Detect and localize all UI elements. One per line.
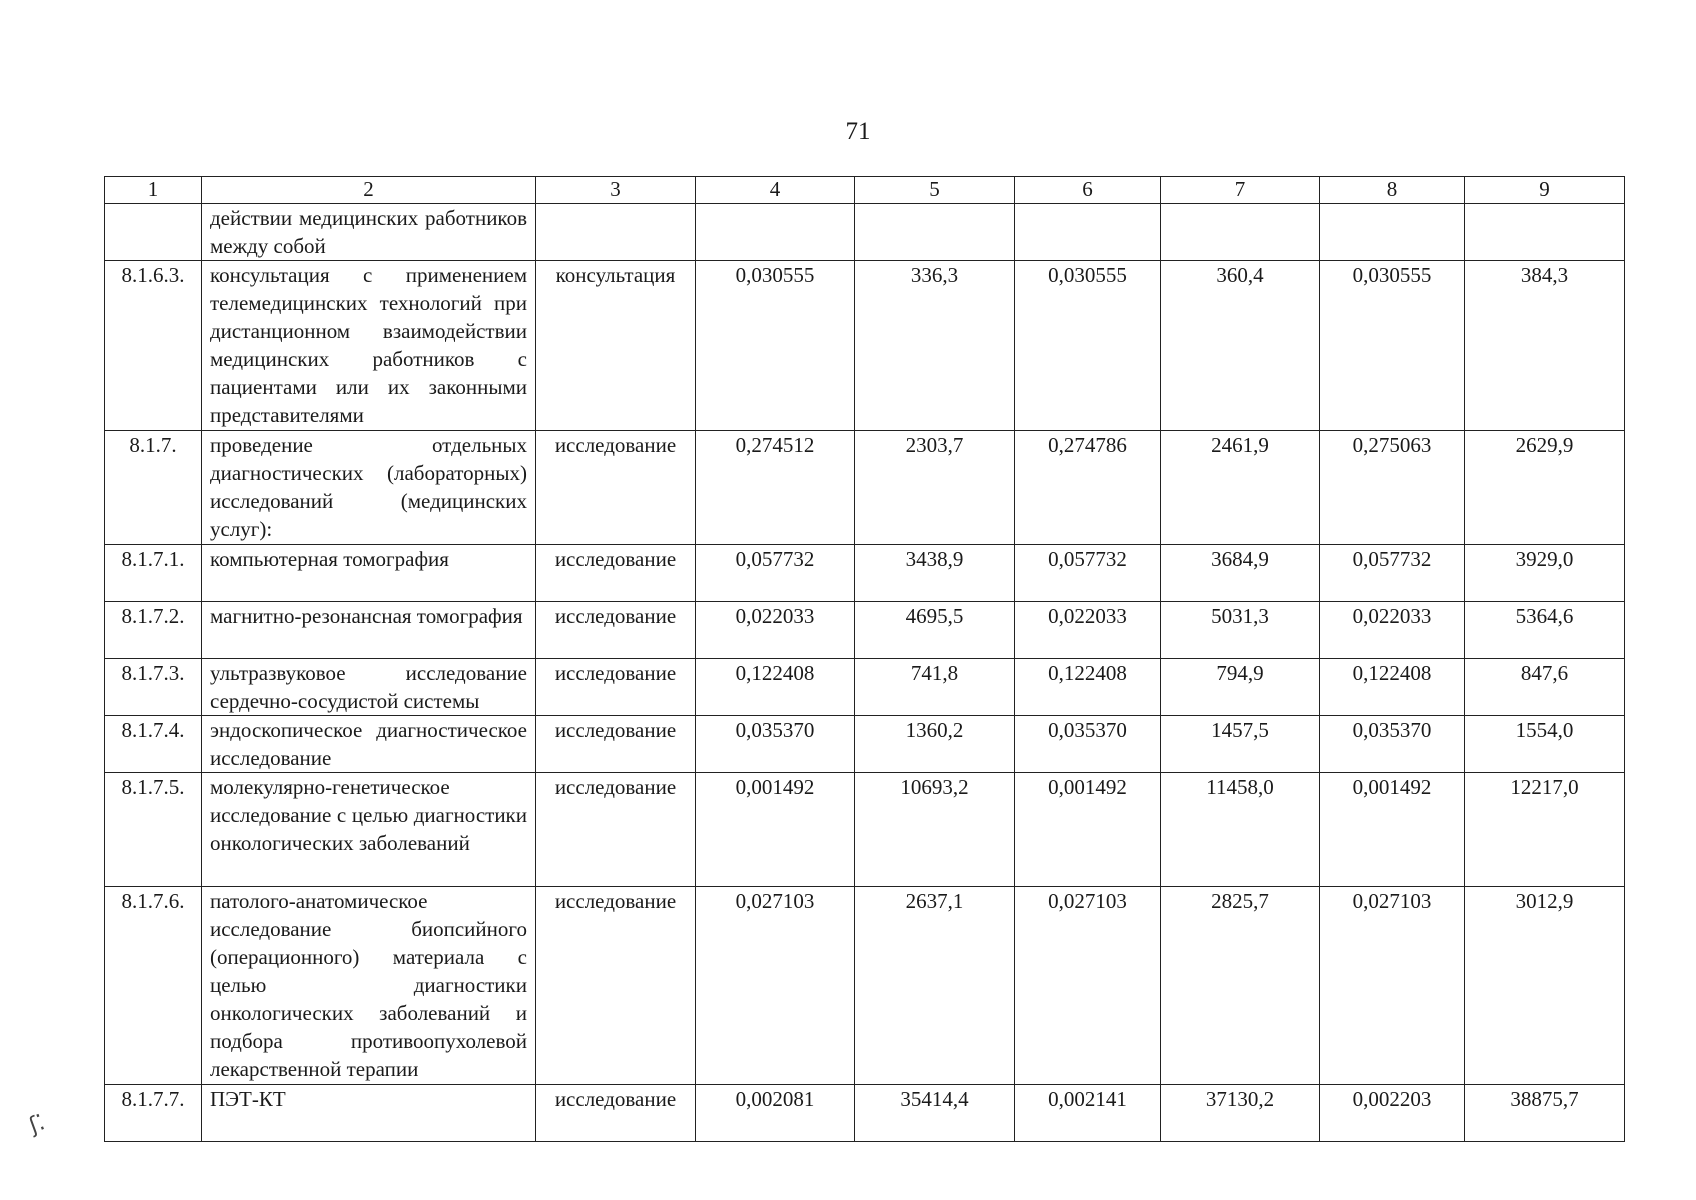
row-value: 3438,9 <box>855 545 1015 602</box>
column-header: 6 <box>1015 177 1161 204</box>
row-value: 0,027103 <box>1015 887 1161 1085</box>
row-code: 8.1.6.3. <box>105 261 202 431</box>
row-name: ультразвуковое исследование сердечно-сосудистой системы <box>202 659 536 716</box>
row-value: 847,6 <box>1465 659 1625 716</box>
row-name: консультация с применением телемедицинских технологий при дистанционном взаимодействии медицинских работников с пациентами или их законными представителями <box>202 261 536 431</box>
row-name: молекулярно-генетическое исследование с целью диагностики онкологических заболеваний <box>202 773 536 887</box>
row-value <box>696 204 855 261</box>
row-unit: исследование <box>536 716 696 773</box>
row-code: 8.1.7.1. <box>105 545 202 602</box>
row-unit: исследование <box>536 431 696 545</box>
row-name: патолого-анатомическое исследование биопсийного (операционного) материала с целью диагностики онкологических заболеваний и подбора противоопухолевой лекарственной терапии <box>202 887 536 1085</box>
row-value: 0,022033 <box>1015 602 1161 659</box>
table-row <box>105 204 1625 261</box>
row-value: 0,001492 <box>696 773 855 887</box>
column-header: 1 <box>105 177 202 204</box>
row-value: 0,030555 <box>696 261 855 431</box>
row-value: 0,057732 <box>696 545 855 602</box>
row-unit <box>536 204 696 261</box>
row-value: 1457,5 <box>1161 716 1320 773</box>
row-code <box>105 204 202 261</box>
row-value: 0,122408 <box>696 659 855 716</box>
row-code: 8.1.7.4. <box>105 716 202 773</box>
column-header: 3 <box>536 177 696 204</box>
table-row <box>105 545 1625 602</box>
row-value: 0,027103 <box>1320 887 1465 1085</box>
row-value: 4695,5 <box>855 602 1015 659</box>
row-value: 35414,4 <box>855 1085 1015 1142</box>
row-value: 3012,9 <box>1465 887 1625 1085</box>
row-value: 0,275063 <box>1320 431 1465 545</box>
scan-margin-mark: ʃ⁚ <box>26 1110 49 1139</box>
table-row <box>105 431 1625 545</box>
row-value: 0,030555 <box>1015 261 1161 431</box>
row-value: 0,274512 <box>696 431 855 545</box>
table-row <box>105 1085 1625 1142</box>
row-value: 0,022033 <box>696 602 855 659</box>
table-row <box>105 716 1625 773</box>
row-value: 0,002203 <box>1320 1085 1465 1142</box>
row-value: 0,022033 <box>1320 602 1465 659</box>
row-value: 0,035370 <box>1015 716 1161 773</box>
row-value: 5364,6 <box>1465 602 1625 659</box>
row-value: 2637,1 <box>855 887 1015 1085</box>
row-value: 0,057732 <box>1320 545 1465 602</box>
row-value: 5031,3 <box>1161 602 1320 659</box>
row-name: эндоскопическое диагностическое исследование <box>202 716 536 773</box>
row-value: 0,057732 <box>1015 545 1161 602</box>
column-header: 8 <box>1320 177 1465 204</box>
row-value: 0,122408 <box>1320 659 1465 716</box>
row-value: 2461,9 <box>1161 431 1320 545</box>
row-name: ПЭТ-КТ <box>202 1085 536 1142</box>
row-unit: исследование <box>536 1085 696 1142</box>
column-header: 2 <box>202 177 536 204</box>
table-row <box>105 261 1625 431</box>
column-header: 7 <box>1161 177 1320 204</box>
row-value: 37130,2 <box>1161 1085 1320 1142</box>
row-value: 1360,2 <box>855 716 1015 773</box>
row-value: 0,035370 <box>1320 716 1465 773</box>
row-unit: исследование <box>536 602 696 659</box>
row-value: 1554,0 <box>1465 716 1625 773</box>
table-row <box>105 773 1625 887</box>
row-name: компьютерная томография <box>202 545 536 602</box>
row-name: магнитно-резонансная томография <box>202 602 536 659</box>
row-value: 2303,7 <box>855 431 1015 545</box>
row-value <box>1015 204 1161 261</box>
row-code: 8.1.7.5. <box>105 773 202 887</box>
tariff-table <box>104 176 1625 1142</box>
row-value: 360,4 <box>1161 261 1320 431</box>
row-value: 0,001492 <box>1320 773 1465 887</box>
row-value <box>1320 204 1465 261</box>
row-value: 741,8 <box>855 659 1015 716</box>
row-value <box>1465 204 1625 261</box>
row-value: 3684,9 <box>1161 545 1320 602</box>
row-code: 8.1.7.2. <box>105 602 202 659</box>
table-row <box>105 602 1625 659</box>
row-value: 10693,2 <box>855 773 1015 887</box>
row-value: 0,274786 <box>1015 431 1161 545</box>
row-value: 2825,7 <box>1161 887 1320 1085</box>
row-value: 0,035370 <box>696 716 855 773</box>
row-value: 3929,0 <box>1465 545 1625 602</box>
row-code: 8.1.7.6. <box>105 887 202 1085</box>
table-row <box>105 659 1625 716</box>
row-unit: исследование <box>536 887 696 1085</box>
row-value: 336,3 <box>855 261 1015 431</box>
row-value: 2629,9 <box>1465 431 1625 545</box>
page-number: 71 <box>845 118 871 145</box>
row-code: 8.1.7.3. <box>105 659 202 716</box>
row-value: 38875,7 <box>1465 1085 1625 1142</box>
row-value: 12217,0 <box>1465 773 1625 887</box>
column-header: 9 <box>1465 177 1625 204</box>
row-value <box>1161 204 1320 261</box>
row-value: 384,3 <box>1465 261 1625 431</box>
row-unit: исследование <box>536 659 696 716</box>
row-value: 0,030555 <box>1320 261 1465 431</box>
row-unit: исследование <box>536 773 696 887</box>
row-name: действии медицинских работников между собой <box>202 204 536 261</box>
row-unit: исследование <box>536 545 696 602</box>
row-unit: консультация <box>536 261 696 431</box>
row-value <box>855 204 1015 261</box>
row-value: 0,027103 <box>696 887 855 1085</box>
table-row <box>105 887 1625 1085</box>
row-code: 8.1.7.7. <box>105 1085 202 1142</box>
column-header: 4 <box>696 177 855 204</box>
row-name: проведение отдельных диагностических (лабораторных) исследований (медицинских услуг): <box>202 431 536 545</box>
row-value: 11458,0 <box>1161 773 1320 887</box>
row-value: 794,9 <box>1161 659 1320 716</box>
row-value: 0,002141 <box>1015 1085 1161 1142</box>
column-header: 5 <box>855 177 1015 204</box>
row-value: 0,001492 <box>1015 773 1161 887</box>
row-value: 0,002081 <box>696 1085 855 1142</box>
row-code: 8.1.7. <box>105 431 202 545</box>
row-value: 0,122408 <box>1015 659 1161 716</box>
column-number-row <box>105 177 1625 204</box>
